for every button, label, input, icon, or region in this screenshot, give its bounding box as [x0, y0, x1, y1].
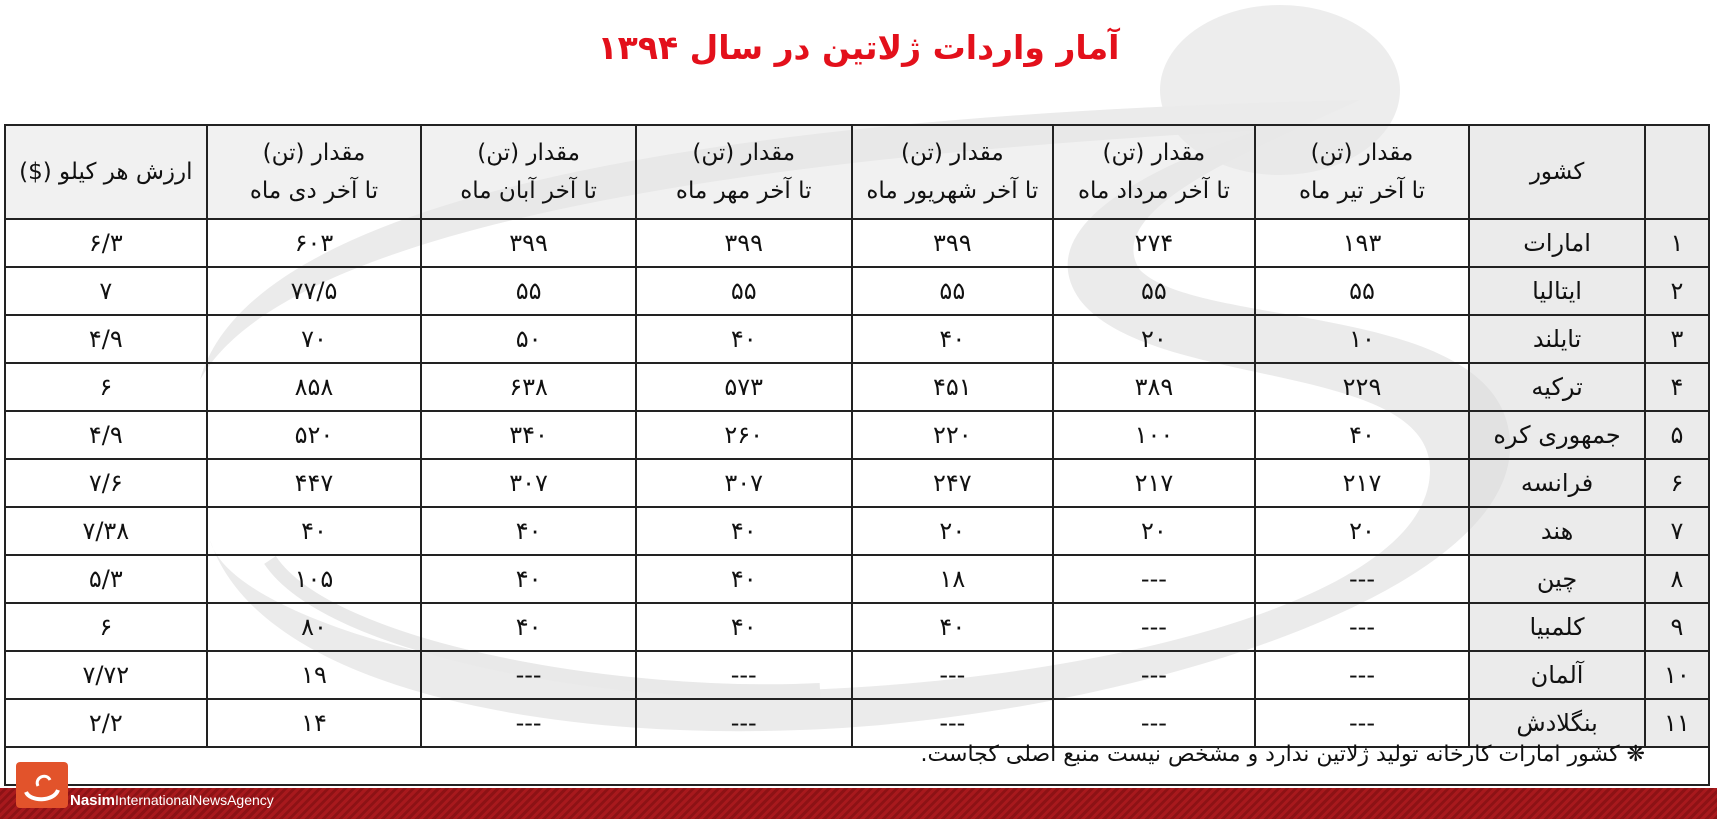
- table-row: [5, 555, 1709, 603]
- price-cell: ۵/۳: [5, 555, 207, 603]
- quantity-cell: ۱۸: [852, 555, 1054, 603]
- row-index: ۹: [1645, 603, 1709, 651]
- quantity-cell: ۲۷۴: [1053, 219, 1255, 267]
- nasim-logo-icon: [16, 762, 68, 808]
- quantity-cell: ۴۰: [852, 315, 1054, 363]
- header-col-tir: مقدار (تن) تا آخر تیر ماه: [1255, 125, 1470, 219]
- quantity-cell: ۵۵: [421, 267, 636, 315]
- quantity-cell: ---: [1255, 651, 1470, 699]
- quantity-cell: ۵۵: [636, 267, 852, 315]
- table-row: [5, 315, 1709, 363]
- quantity-cell: ۲۰: [1255, 507, 1470, 555]
- row-index: ۳: [1645, 315, 1709, 363]
- country-cell: کلمبیا: [1469, 603, 1645, 651]
- price-cell: ۶/۳: [5, 219, 207, 267]
- country-cell: امارات: [1469, 219, 1645, 267]
- price-cell: ۷/۳۸: [5, 507, 207, 555]
- quantity-cell: ۴۰: [1255, 411, 1470, 459]
- header-col-dey: مقدار (تن) تا آخر دی ماه: [207, 125, 422, 219]
- quantity-cell: ---: [421, 651, 636, 699]
- quantity-cell: ---: [1053, 699, 1255, 747]
- country-cell: ترکیه: [1469, 363, 1645, 411]
- header-country: کشور: [1469, 125, 1645, 219]
- row-index: ۶: [1645, 459, 1709, 507]
- row-index: ۴: [1645, 363, 1709, 411]
- header-col-mordad: مقدار (تن) تا آخر مرداد ماه: [1053, 125, 1255, 219]
- price-cell: ۷/۷۲: [5, 651, 207, 699]
- quantity-cell: ۳۸۹: [1053, 363, 1255, 411]
- quantity-cell: ---: [1255, 555, 1470, 603]
- quantity-cell: ۵۲۰: [207, 411, 422, 459]
- header-col-aban: مقدار (تن) تا آخر آبان ماه: [421, 125, 636, 219]
- quantity-cell: ۴۰: [207, 507, 422, 555]
- quantity-cell: ۱۰۰: [1053, 411, 1255, 459]
- quantity-cell: ۳۰۷: [421, 459, 636, 507]
- table-header-row: [5, 125, 1709, 219]
- table-row: [5, 651, 1709, 699]
- footnote: ❋ کشور امارات کارخانه تولید ژلاتین ندارد و مشخص نیست منبع اصلی کجاست.: [920, 742, 1645, 767]
- quantity-cell: ---: [1053, 651, 1255, 699]
- quantity-cell: ۲۶۰: [636, 411, 852, 459]
- quantity-cell: ۲۲۰: [852, 411, 1054, 459]
- quantity-cell: ۴۰: [421, 555, 636, 603]
- quantity-cell: ۳۴۰: [421, 411, 636, 459]
- price-cell: ۷: [5, 267, 207, 315]
- quantity-cell: ۵۵: [1255, 267, 1470, 315]
- import-stats-table: [4, 124, 1710, 748]
- row-index: ۷: [1645, 507, 1709, 555]
- row-index: ۲: [1645, 267, 1709, 315]
- header-col-shahrivar: مقدار (تن) تا آخر شهریور ماه: [852, 125, 1054, 219]
- quantity-cell: ۶۰۳: [207, 219, 422, 267]
- quantity-cell: ۵۵: [852, 267, 1054, 315]
- quantity-cell: ---: [1053, 555, 1255, 603]
- header-index: [1645, 125, 1709, 219]
- quantity-cell: ۸۵۸: [207, 363, 422, 411]
- quantity-cell: ۴۰: [852, 603, 1054, 651]
- quantity-cell: ۳۹۹: [852, 219, 1054, 267]
- row-index: ۱: [1645, 219, 1709, 267]
- quantity-cell: ---: [1255, 603, 1470, 651]
- agency-subtitle: InternationalNewsAgency: [115, 792, 274, 808]
- quantity-cell: ۳۰۷: [636, 459, 852, 507]
- quantity-cell: ۲۰: [852, 507, 1054, 555]
- country-cell: هند: [1469, 507, 1645, 555]
- quantity-cell: ---: [421, 699, 636, 747]
- quantity-cell: ۴۴۷: [207, 459, 422, 507]
- row-index: ۱۰: [1645, 651, 1709, 699]
- quantity-cell: ۶۳۸: [421, 363, 636, 411]
- quantity-cell: ۱۹۳: [1255, 219, 1470, 267]
- quantity-cell: ۴۰: [636, 603, 852, 651]
- price-cell: ۶: [5, 603, 207, 651]
- table-row: [5, 219, 1709, 267]
- price-cell: ۶: [5, 363, 207, 411]
- country-cell: فرانسه: [1469, 459, 1645, 507]
- quantity-cell: ۸۰: [207, 603, 422, 651]
- country-cell: آلمان: [1469, 651, 1645, 699]
- price-cell: ۷/۶: [5, 459, 207, 507]
- quantity-cell: ۲۰: [1053, 315, 1255, 363]
- header-price: ارزش هر کیلو ($): [5, 125, 207, 219]
- country-cell: بنگلادش: [1469, 699, 1645, 747]
- table-row: [5, 363, 1709, 411]
- price-cell: ۲/۲: [5, 699, 207, 747]
- table-row: [5, 603, 1709, 651]
- price-cell: ۴/۹: [5, 315, 207, 363]
- quantity-cell: ۴۰: [636, 315, 852, 363]
- brand-name: Nasim: [70, 792, 116, 809]
- quantity-cell: ۷۰: [207, 315, 422, 363]
- page-title: آمار واردات ژلاتین در سال ۱۳۹۴: [597, 28, 1120, 67]
- quantity-cell: ۲۱۷: [1053, 459, 1255, 507]
- quantity-cell: ---: [1255, 699, 1470, 747]
- quantity-cell: ۷۷/۵: [207, 267, 422, 315]
- table-row: [5, 411, 1709, 459]
- country-cell: جمهوری کره: [1469, 411, 1645, 459]
- quantity-cell: ---: [852, 651, 1054, 699]
- quantity-cell: ۱۰: [1255, 315, 1470, 363]
- quantity-cell: ۵۵: [1053, 267, 1255, 315]
- row-index: ۵: [1645, 411, 1709, 459]
- table-row: [5, 507, 1709, 555]
- quantity-cell: ۲۰: [1053, 507, 1255, 555]
- quantity-cell: ۳۹۹: [636, 219, 852, 267]
- quantity-cell: ۵۷۳: [636, 363, 852, 411]
- quantity-cell: ۱۹: [207, 651, 422, 699]
- quantity-cell: ۵۰: [421, 315, 636, 363]
- agency-name: [70, 792, 274, 809]
- quantity-cell: ۴۰: [421, 603, 636, 651]
- quantity-cell: ۱۴: [207, 699, 422, 747]
- quantity-cell: ---: [852, 699, 1054, 747]
- quantity-cell: ---: [636, 699, 852, 747]
- quantity-cell: ۱۰۵: [207, 555, 422, 603]
- quantity-cell: ۴۰: [636, 507, 852, 555]
- price-cell: ۴/۹: [5, 411, 207, 459]
- table-row: [5, 267, 1709, 315]
- country-cell: تایلند: [1469, 315, 1645, 363]
- quantity-cell: ۴۰: [636, 555, 852, 603]
- quantity-cell: ۴۰: [421, 507, 636, 555]
- header-col-mehr: مقدار (تن) تا آخر مهر ماه: [636, 125, 852, 219]
- row-index: ۱۱: [1645, 699, 1709, 747]
- country-cell: ایتالیا: [1469, 267, 1645, 315]
- quantity-cell: ۲۴۷: [852, 459, 1054, 507]
- row-index: ۸: [1645, 555, 1709, 603]
- quantity-cell: ۲۱۷: [1255, 459, 1470, 507]
- table-row: [5, 459, 1709, 507]
- quantity-cell: ۳۹۹: [421, 219, 636, 267]
- quantity-cell: ---: [1053, 603, 1255, 651]
- country-cell: چین: [1469, 555, 1645, 603]
- quantity-cell: ۴۵۱: [852, 363, 1054, 411]
- quantity-cell: ۲۲۹: [1255, 363, 1470, 411]
- quantity-cell: ---: [636, 651, 852, 699]
- table-row: [5, 699, 1709, 747]
